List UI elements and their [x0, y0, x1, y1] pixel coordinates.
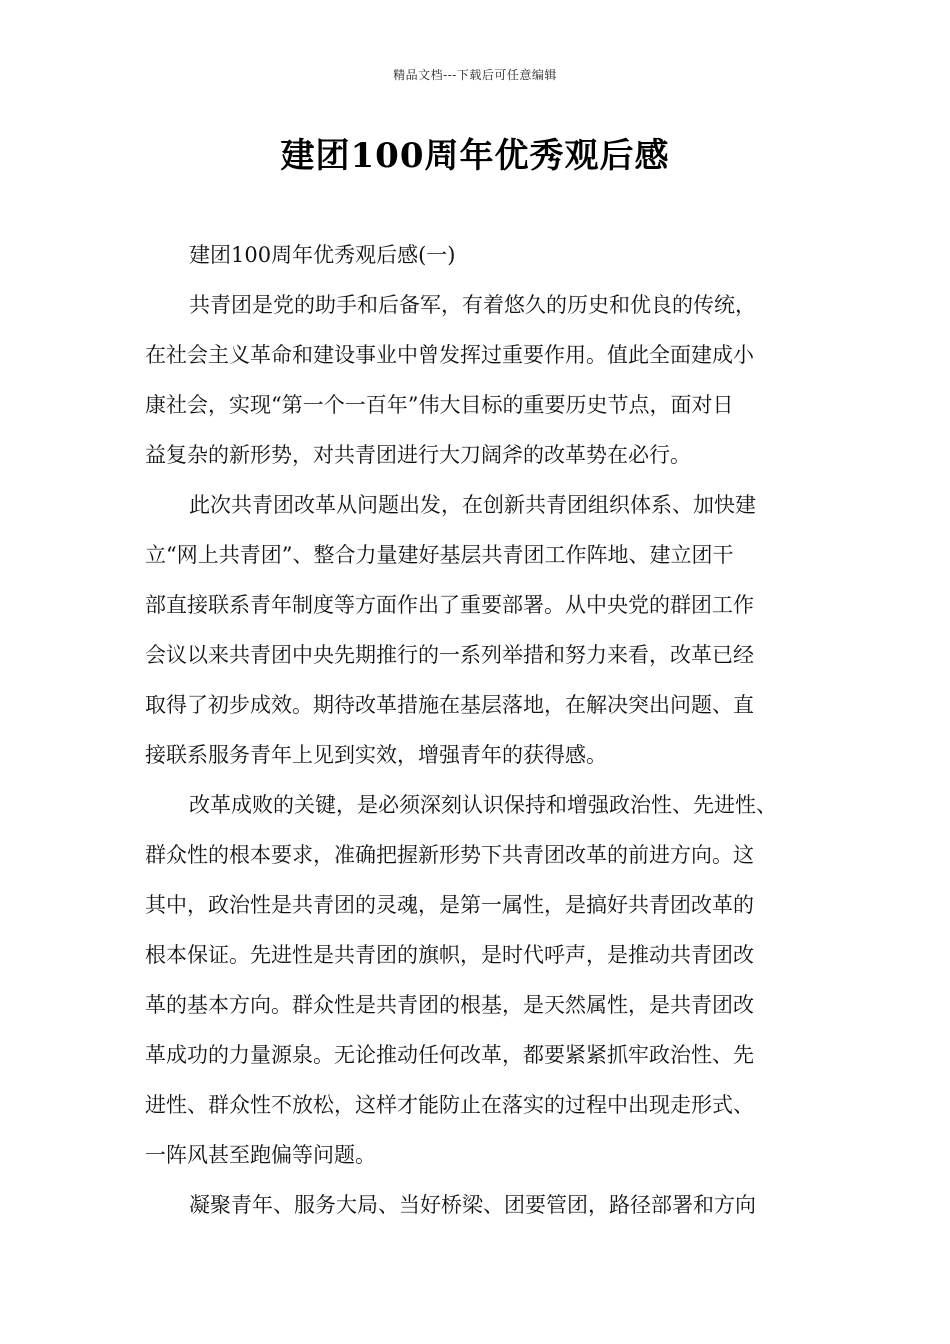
text-line: 建团100周年优秀观后感(一) — [189, 243, 456, 267]
text-line: 康社会，实现“第一个一百年”伟大目标的重要历史节点，面对日 — [145, 393, 734, 417]
page-title: 建团100周年优秀观后感 — [280, 136, 670, 176]
header-note: 精品文档---下载后可任意编辑 — [393, 68, 557, 82]
paragraph-subtitle — [145, 230, 809, 280]
text-line: 其中，政治性是共青团的灵魂，是第一属性，是搞好共青团改革的 — [145, 893, 754, 917]
text-line: 接联系服务青年上见到实效，增强青年的获得感。 — [145, 743, 607, 767]
paragraph-1 — [145, 280, 809, 480]
text-line: 取得了初步成效。期待改革措施在基层落地，在解决突出问题、直 — [145, 693, 754, 717]
text-line: 凝聚青年、服务大局、当好桥梁、团要管团，路径部署和方向 — [189, 1193, 756, 1217]
text-line: 此次共青团改革从问题出发，在创新共青团组织体系、加快建 — [189, 493, 756, 517]
text-line: 一阵风甚至跑偏等问题。 — [145, 1143, 376, 1167]
text-line: 益复杂的新形势，对共青团进行大刀阔斧的改革势在必行。 — [145, 443, 691, 467]
text-line: 群众性的根本要求，准确把握新形势下共青团改革的前进方向。这 — [145, 843, 754, 867]
text-line: 在社会主义革命和建设事业中曾发挥过重要作用。值此全面建成小 — [145, 343, 754, 367]
text-line: 根本保证。先进性是共青团的旗帜，是时代呼声，是推动共青团改 — [145, 943, 754, 967]
text-line: 会议以来共青团中央先期推行的一系列举措和努力来看，改革已经 — [145, 643, 754, 667]
text-line: 革成功的力量源泉。无论推动任何改革，都要紧紧抓牢政治性、先 — [145, 1043, 754, 1067]
text-line: 革的基本方向。群众性是共青团的根基，是天然属性，是共青团改 — [145, 993, 754, 1017]
document-body — [145, 230, 809, 1230]
paragraph-2 — [145, 480, 809, 780]
paragraph-4 — [145, 1180, 809, 1230]
text-line: 进性、群众性不放松，这样才能防止在落实的过程中出现走形式、 — [145, 1093, 754, 1117]
text-line: 改革成败的关键，是必须深刻认识保持和增强政治性、先进性、 — [189, 793, 777, 817]
text-line: 共青团是党的助手和后备军，有着悠久的历史和优良的传统， — [189, 293, 756, 317]
paragraph-3 — [145, 780, 809, 1180]
text-line: 部直接联系青年制度等方面作出了重要部署。从中央党的群团工作 — [145, 593, 754, 617]
text-line: 立“网上共青团”、整合力量建好基层共青团工作阵地、建立团干 — [145, 543, 734, 567]
